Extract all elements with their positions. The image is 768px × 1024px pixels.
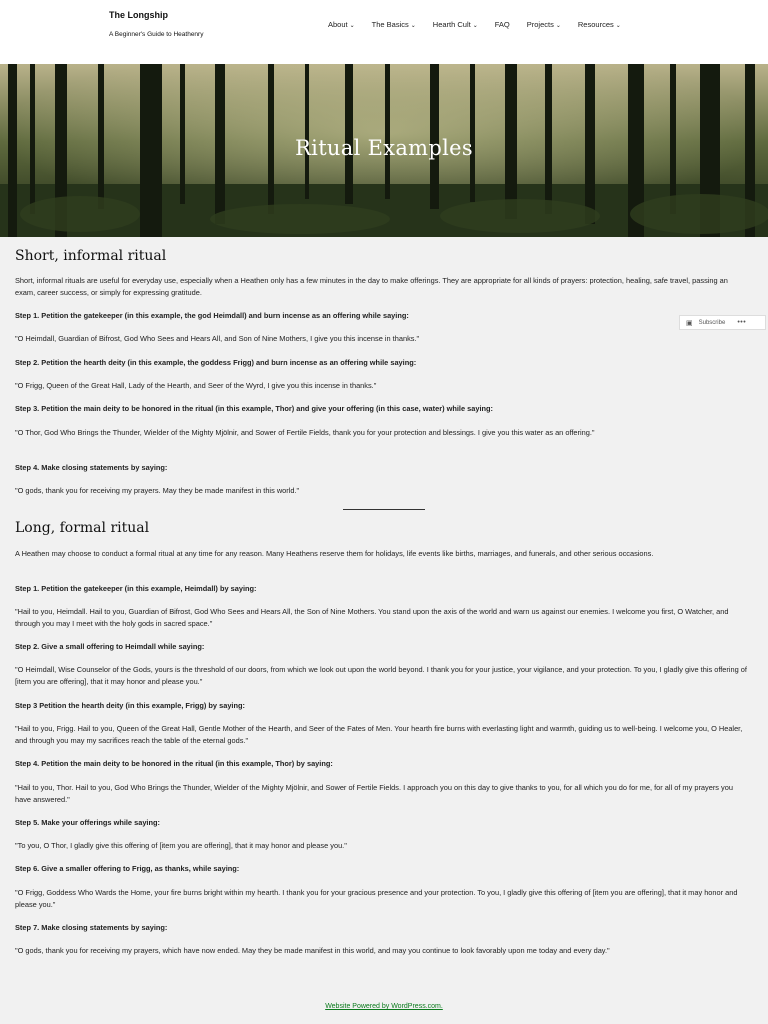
site-header: [0, 0, 768, 64]
section-heading-short: Short, informal ritual: [15, 248, 167, 264]
long-quote-7: "O gods, thank you for receiving my prayers, which have now ended. May they be made manifest in this world, and may you continue to look favorably upon me today and every day.": [15, 946, 610, 955]
reader-icon: ▣: [686, 319, 693, 327]
main-nav: [328, 20, 638, 29]
nav-item-about[interactable]: About ⌄: [328, 20, 355, 29]
short-intro: Short, informal rituals are useful for everyday use, especially when a Heathen only has a few minutes in the day to make offerings. They are appropriate for all kinds of prayers: protection, healing, safe travel, passing an exam, career success, or simply for expressing gratitude.: [15, 276, 728, 297]
section-heading-long: Long, formal ritual: [15, 520, 150, 536]
site-title[interactable]: The Longship: [109, 10, 168, 20]
subscribe-label: Subscribe: [698, 319, 726, 326]
more-options-icon[interactable]: •••: [737, 319, 747, 326]
long-quote-6: "O Frigg, Goddess Who Wards the Home, your fire burns bright within my hearth. I thank you for your gracious presence and your protection. To you, I gladly give this offering of [item you are offering], that it may honor and please you.": [15, 888, 738, 909]
chevron-down-icon: ⌄: [615, 23, 621, 29]
long-step-6: Step 6. Give a smaller offering to Frigg, as thanks, while saying:: [15, 864, 240, 873]
chevron-down-icon: ⌄: [472, 23, 478, 29]
short-step-4: Step 4. Make closing statements by saying:: [15, 463, 168, 472]
long-step-3: Step 3 Petition the hearth deity (in this example, Frigg) by saying:: [15, 701, 245, 710]
long-intro: A Heathen may choose to conduct a formal ritual at any time for any reason. Many Heathens reserve them for holidays, life events like births, marriages, and funerals, and other serious occasions.: [15, 549, 654, 558]
nav-item-resources[interactable]: Resources ⌄: [577, 20, 621, 29]
site-footer: [0, 1003, 768, 1010]
short-quote-2: "O Frigg, Queen of the Great Hall, Lady of the Hearth, and Seer of the Wyrd, I give you this incense in thanks.": [15, 381, 377, 390]
short-quote-4: "O gods, thank you for receiving my prayers. May they be made manifest in this world.": [15, 486, 300, 495]
section-divider: [343, 509, 425, 510]
page-title: Ritual Examples: [295, 136, 473, 160]
long-step-1: Step 1. Petition the gatekeeper (in this example, Heimdall) by saying:: [15, 584, 257, 593]
nav-item-projects[interactable]: Projects ⌄: [526, 20, 561, 29]
short-step-3: Step 3. Petition the main deity to be honored in the ritual (in this example, Thor) and give your offering (in this case, water) while saying:: [15, 404, 493, 413]
article-content: [0, 237, 768, 1024]
long-step-4: Step 4. Petition the main deity to be honored in the ritual (in this example, Thor) by saying:: [15, 759, 333, 768]
short-quote-1: "O Heimdall, Guardian of Bifrost, God Who Sees and Hears All, and Son of Nine Mothers, I give you this incense in thanks.": [15, 334, 420, 343]
chevron-down-icon: ⌄: [349, 23, 355, 29]
short-step-2: Step 2. Petition the hearth deity (in this example, the goddess Frigg) and burn incense as an offering while saying:: [15, 358, 417, 367]
short-quote-3: "O Thor, God Who Brings the Thunder, Wielder of the Mighty Mjölnir, and Sower of Fertile Fields, thank you for your protection and blessings. I give you this water as an offering.": [15, 428, 595, 437]
hero-banner: [0, 64, 768, 237]
long-step-5: Step 5. Make your offerings while saying:: [15, 818, 160, 827]
subscribe-button[interactable]: [679, 315, 766, 330]
long-quote-4: "Hail to you, Thor. Hail to you, God Who Brings the Thunder, Wielder of the Mighty Mjölnir, and Sower of Fertile Fields. I approach you on this day to give thanks to you, for all which you do for me, for all of my prayers you have answered.": [15, 783, 733, 804]
long-quote-2: "O Heimdall, Wise Counselor of the Gods, yours is the threshold of our doors, from which we look out upon the world beyond. I thank you for your justice, your vigilance, and your protection. To you, I gladly give this offering of [item you are offering], that it may honor and please you.": [15, 665, 747, 686]
short-step-1: Step 1. Petition the gatekeeper (in this example, the god Heimdall) and burn incense as an offering while saying:: [15, 311, 409, 320]
nav-item-hearth-cult[interactable]: Hearth Cult ⌄: [432, 20, 478, 29]
site-description: A Beginner's Guide to Heathenry: [109, 31, 204, 38]
chevron-down-icon: ⌄: [555, 23, 561, 29]
long-step-2: Step 2. Give a small offering to Heimdall while saying:: [15, 642, 205, 651]
footer-wordpress-link[interactable]: Website Powered by WordPress.com.: [325, 1003, 443, 1010]
long-step-7: Step 7. Make closing statements by saying:: [15, 923, 168, 932]
long-quote-1: "Hail to you, Heimdall. Hail to you, Guardian of Bifrost, God Who Sees and Hears All, the Son of Nine Mothers. You stand upon the axis of the world and warn us against our enemies. I welcome you first, O Watcher, and through you may I meet with the holy gods in sacred space.": [15, 607, 729, 628]
nav-item-faq[interactable]: FAQ: [494, 20, 510, 29]
long-quote-5: "To you, O Thor, I gladly give this offering of [item you are offering], that it may honor and please you.": [15, 841, 347, 850]
nav-item-the-basics[interactable]: The Basics ⌄: [371, 20, 416, 29]
chevron-down-icon: ⌄: [410, 23, 416, 29]
long-quote-3: "Hail to you, Frigg. Hail to you, Queen of the Great Hall, Gentle Mother of the Hearth, and Seer of the Fates of Men. Your hearth fire burns with everlasting light and warmth, guiding us to well-being. I welcome you, O Healer, and through you may my sacrifices reach the table of the eternal gods.": [15, 724, 743, 745]
